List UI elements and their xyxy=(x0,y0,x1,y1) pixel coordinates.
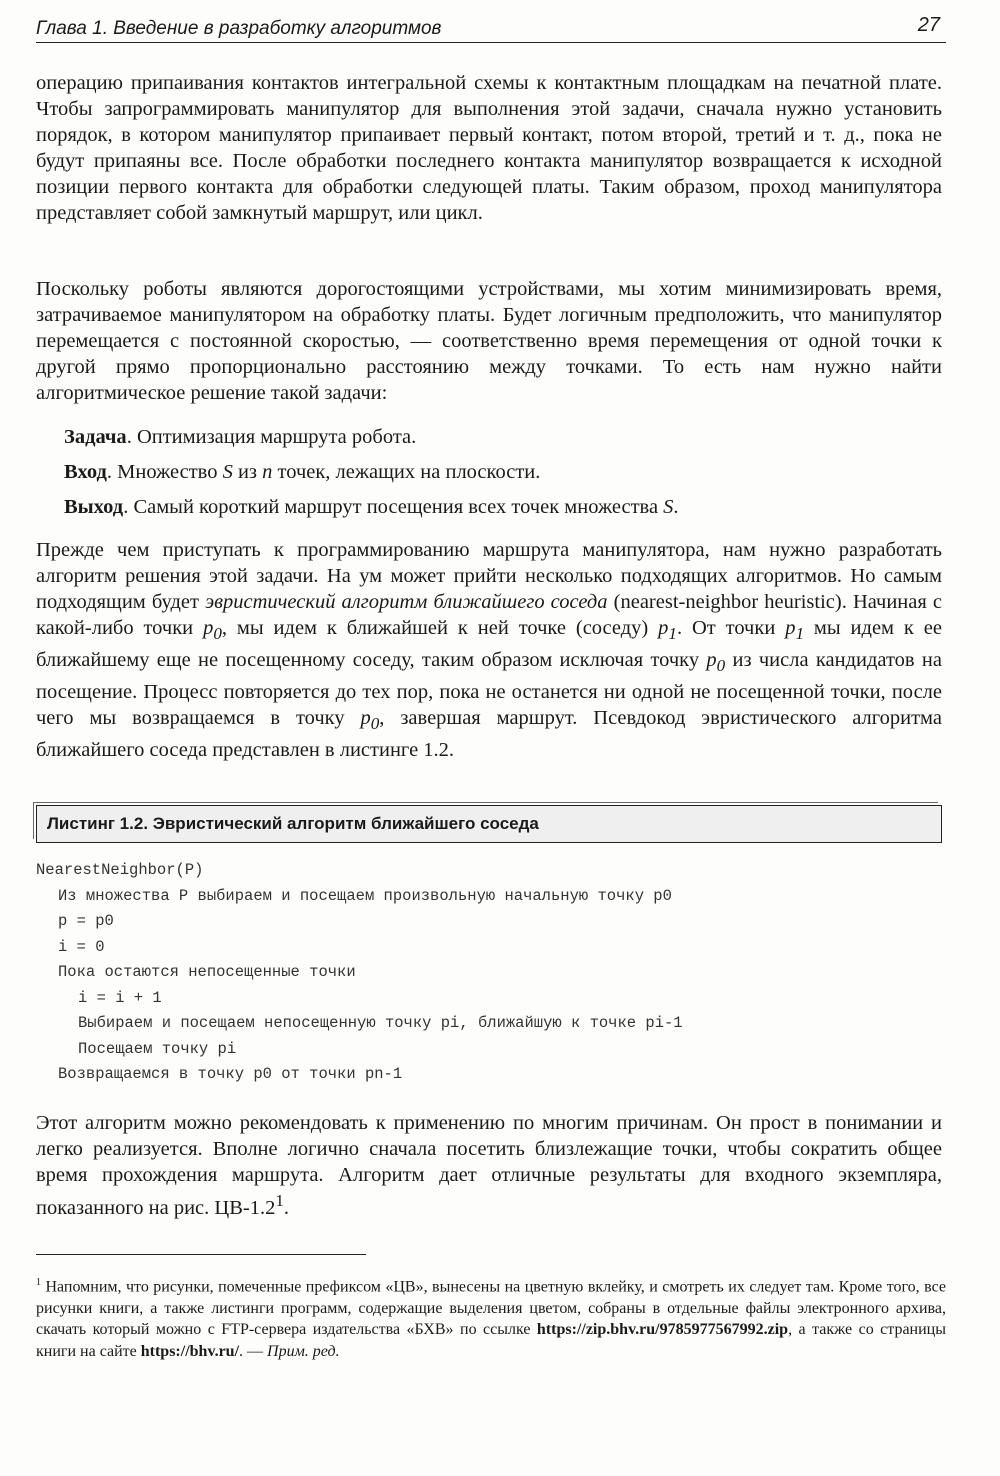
code-line: NearestNeighbor(P) xyxy=(36,861,204,879)
text-run: Этот алгоритм можно рекомендовать к применению по многим причинам. Он прост в понимании и легко реализуется. Вполне логично сначала посетить близлежащие точки, чтобы сократить общее время прохождения маршрута. Алгоритм дает отличные результаты для входного экземпляра, показанного на рис. ЦВ-1.2 xyxy=(36,1112,942,1219)
task-label: Задача xyxy=(64,426,127,448)
text-run: (nearest-neighbor heuristic). Начиная с какой-либо точки xyxy=(36,591,942,639)
text-run: мы идем к ее ближайшему еще не посещенному соседу, таким образом исключая точку xyxy=(36,617,942,672)
text-run: . xyxy=(283,1196,289,1219)
chapter-title: Глава 1. Введение в разработку алгоритмов xyxy=(36,18,442,39)
input-text-a: . Множество xyxy=(106,461,223,483)
task-definition xyxy=(64,424,416,450)
count-symbol: n xyxy=(262,461,273,483)
set-symbol: S xyxy=(222,461,233,483)
point-symbol: $p_0$ xyxy=(706,649,726,676)
input-label: Вход xyxy=(64,461,107,483)
code-line: Из множества P выбираем и посещаем произвольную начальную точку p0 xyxy=(58,886,672,905)
listing-title: Листинг 1.2. Эвристический алгоритм ближайшего соседа xyxy=(47,814,539,833)
footnote-text: , а также со страницы книги на сайте xyxy=(36,1321,946,1360)
paragraph-3 xyxy=(36,537,942,763)
point-symbol: $p_1$ xyxy=(785,617,804,644)
set-symbol: S xyxy=(663,496,674,518)
output-definition xyxy=(64,494,679,520)
pseudocode-listing xyxy=(36,858,942,1088)
listing-caption-box xyxy=(36,805,942,843)
output-label: Выход xyxy=(64,496,124,518)
code-line: i = i + 1 xyxy=(78,988,162,1007)
text-run: Прежде чем приступать к программированию маршрута манипулятора, нам нужно разработать алгоритм решения этой задачи. На ум может прийти несколько подходящих алгоритмов. Но самым подходящим будет xyxy=(36,539,942,613)
page-number: 27 xyxy=(917,14,940,36)
footnote-divider xyxy=(36,1254,366,1255)
input-text-b: из xyxy=(232,461,263,483)
text-run: , завершая маршрут. Псевдокод эвристического алгоритма ближайшего соседа представлен в листинге 1.2. xyxy=(36,707,942,762)
emphasis-term: эвристический алгоритм ближайшего соседа xyxy=(205,591,608,613)
output-text-b: . xyxy=(673,496,679,518)
paragraph-1: операцию припаивания контактов интегральной схемы к контактным площадкам на печатной плате. Чтобы запрограммировать манипулятор для выполнения этой задачи, сначала нужно установить порядок, в котором манипулятор припаивает первый контакт, потом второй, третий и т. д., пока не будут припаяны все. После обработки последнего контакта манипулятор возвращается к исходной позиции первого контакта для обработки следующей платы. Таким образом, проход манипулятора представляет собой замкнутый маршрут, или цикл. xyxy=(36,72,942,224)
code-line: i = 0 xyxy=(58,937,105,956)
footnote-mark: 1 xyxy=(36,1277,41,1288)
point-symbol: $p_1$ xyxy=(658,617,677,644)
text-run: , мы идем к ближайшей к ней точке (соседу) xyxy=(221,617,659,639)
footnote-reference: 1 xyxy=(275,1191,284,1210)
point-symbol: $p_0$ xyxy=(203,617,222,644)
output-text-a: . Самый короткий маршрут посещения всех точек множества xyxy=(123,496,664,518)
code-line: Возвращаемся в точку p0 от точки pn-1 xyxy=(58,1065,403,1083)
code-line: Выбираем и посещаем непосещенную точку pi, ближайшую к точке pi-1 xyxy=(78,1014,683,1032)
running-header xyxy=(36,14,946,43)
text-run: . От точки xyxy=(676,617,786,639)
archive-link: https://zip.bhv.ru/9785977567992.zip xyxy=(536,1321,789,1339)
input-text-c: точек, лежащих на плоскости. xyxy=(272,461,541,483)
paragraph-4 xyxy=(36,1110,942,1221)
code-line: Посещаем точку pi xyxy=(78,1039,237,1058)
input-definition xyxy=(64,459,540,485)
code-line: p = p0 xyxy=(58,912,114,930)
text-run: из числа кандидатов на посещение. Процесс повторяется до тех пор, пока не останется ни одной не посещенной точки, после чего мы возвращаемся в точку xyxy=(36,649,942,730)
task-text: . Оптимизация маршрута робота. xyxy=(126,426,417,448)
code-line: Пока остаются непосещенные точки xyxy=(58,963,356,981)
editor-note: Прим. ред. xyxy=(267,1342,340,1360)
site-link: https://bhv.ru/ xyxy=(140,1342,240,1360)
paragraph-2: Поскольку роботы являются дорогостоящими устройствами, мы хотим минимизировать время, затрачиваемое манипулятором на обработку платы. Будет логичным предположить, что манипулятор перемещается с постоянной скоростью, — соответственно время перемещения от одной точки к другой прямо пропорционально расстоянию между точками. То есть нам нужно найти алгоритмическое решение такой задачи: xyxy=(36,278,942,404)
footnote-text: . — xyxy=(239,1342,268,1360)
footnote xyxy=(36,1272,946,1362)
footnote-text: Напомним, что рисунки, помеченные префиксом «ЦВ», вынесены на цветную вклейку, и смотреть их следует там. Кроме того, все рисунки книги, а также листинги программ, содержащие выделения цветом, собраны в отдельные файлы электронного архива, скачать который можно с FTP-сервера издательства «БХВ» по ссылке xyxy=(36,1278,946,1339)
point-symbol: $p_0$ xyxy=(360,707,380,734)
